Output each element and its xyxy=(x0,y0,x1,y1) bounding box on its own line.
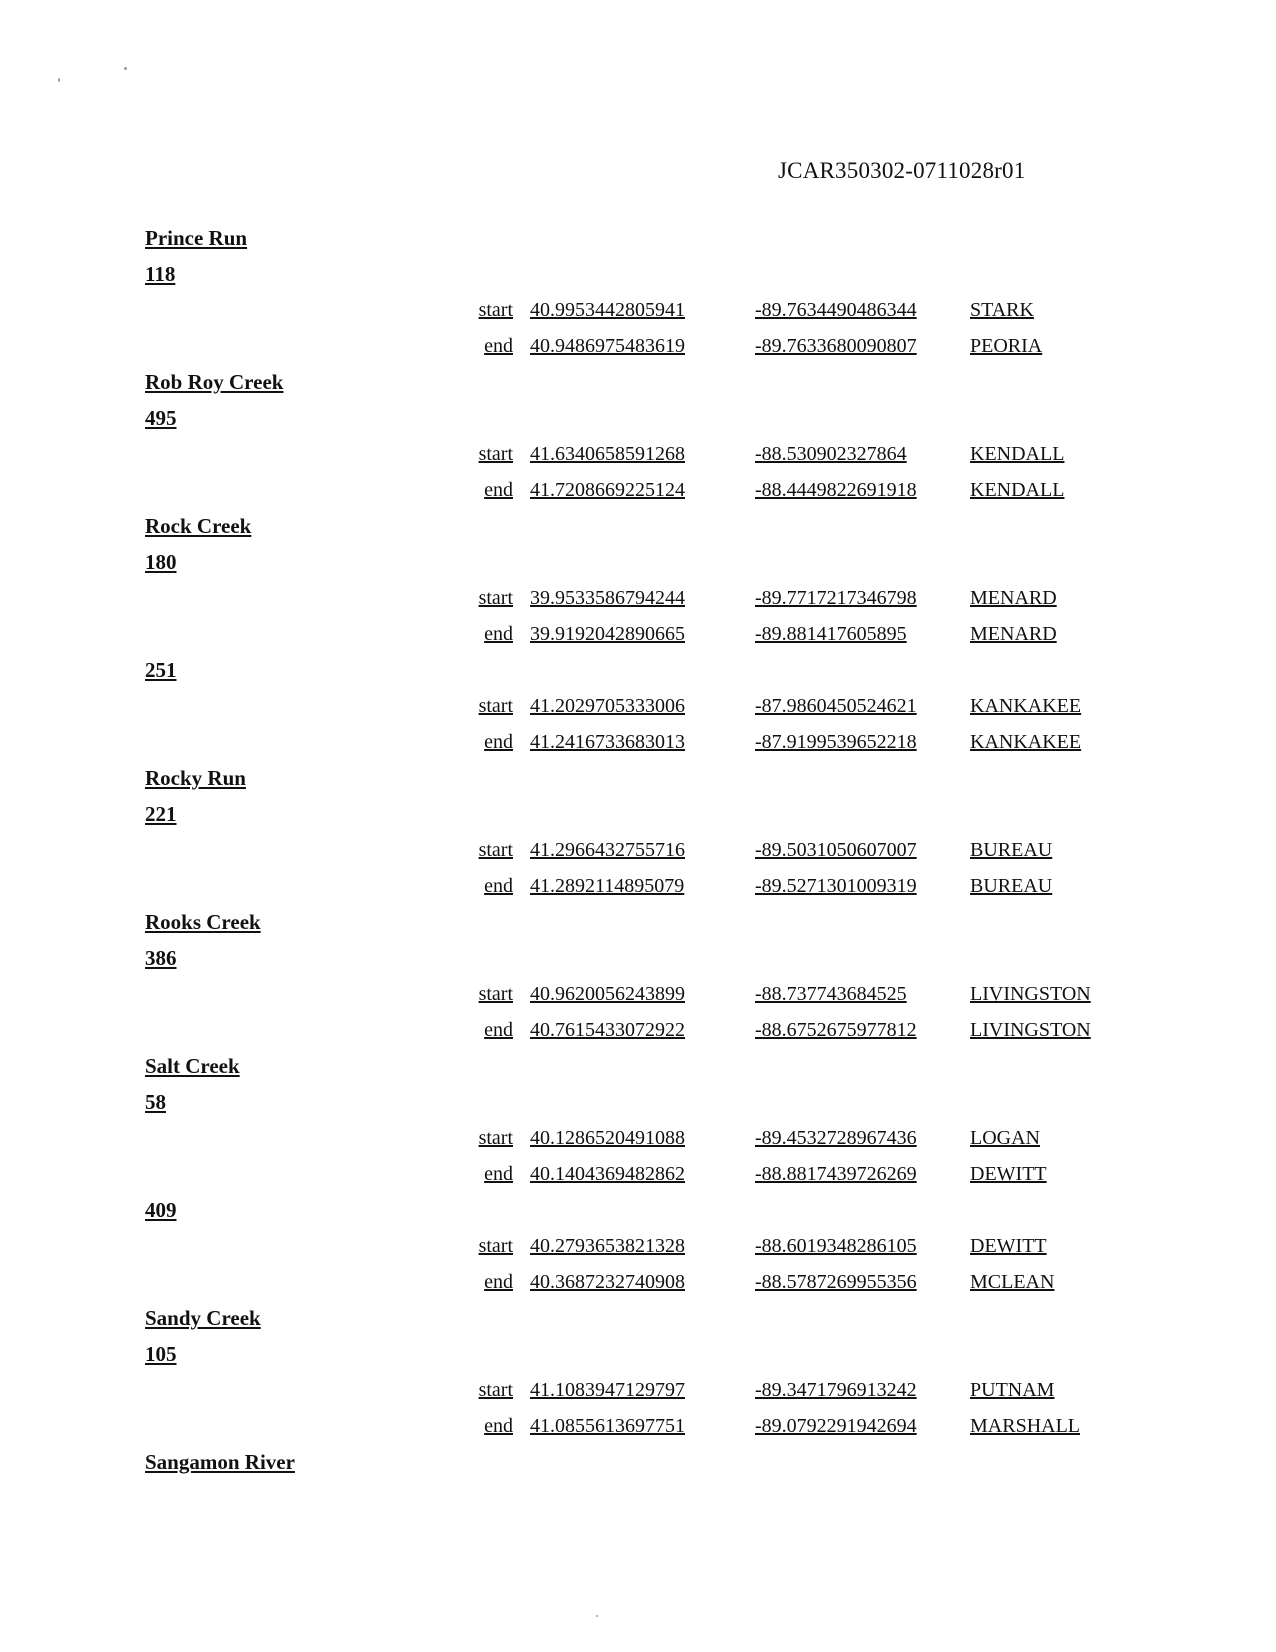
longitude-value: -89.7634490486344 xyxy=(755,299,917,321)
stream-name-row xyxy=(145,760,1145,796)
scan-speck xyxy=(58,78,60,82)
latitude-value: 40.7615433072922 xyxy=(530,1019,685,1041)
county-name: DEWITT xyxy=(970,1163,1047,1185)
point-label: end xyxy=(484,479,513,501)
coordinate-row xyxy=(145,1120,1145,1156)
stream-name-row xyxy=(145,364,1145,400)
longitude-value: -89.5271301009319 xyxy=(755,875,917,897)
county-name: KENDALL xyxy=(970,443,1065,465)
longitude-value: -87.9199539652218 xyxy=(755,731,917,753)
scan-speck xyxy=(124,67,127,70)
point-label: start xyxy=(478,1379,513,1401)
coordinate-row xyxy=(145,688,1145,724)
latitude-value: 41.2029705333006 xyxy=(530,695,685,717)
longitude-value: -88.6019348286105 xyxy=(755,1235,917,1257)
county-name: KANKAKEE xyxy=(970,731,1082,753)
county-name: STARK xyxy=(970,299,1034,321)
latitude-value: 39.9192042890665 xyxy=(530,623,685,645)
stream-name-row xyxy=(145,1300,1145,1336)
coordinate-row xyxy=(145,436,1145,472)
segment-id: 409 xyxy=(145,1198,177,1222)
segment-id: 251 xyxy=(145,658,177,682)
latitude-value: 40.9953442805941 xyxy=(530,299,685,321)
coordinate-row xyxy=(145,328,1145,364)
point-label: start xyxy=(478,443,513,465)
latitude-value: 41.6340658591268 xyxy=(530,443,685,465)
longitude-value: -89.3471796913242 xyxy=(755,1379,917,1401)
longitude-value: -88.4449822691918 xyxy=(755,479,917,501)
stream-name: Sangamon River xyxy=(145,1450,295,1474)
county-name: KENDALL xyxy=(970,479,1065,501)
coordinate-row xyxy=(145,580,1145,616)
county-name: KANKAKEE xyxy=(970,695,1082,717)
point-label: end xyxy=(484,1271,513,1293)
stream-name: Sandy Creek xyxy=(145,1306,261,1330)
segment-id-row xyxy=(145,400,1145,436)
segment-id: 386 xyxy=(145,946,177,970)
stream-name-row xyxy=(145,220,1145,256)
segment-id-row xyxy=(145,940,1145,976)
latitude-value: 40.1286520491088 xyxy=(530,1127,685,1149)
longitude-value: -89.4532728967436 xyxy=(755,1127,917,1149)
county-name: LIVINGSTON xyxy=(970,983,1091,1005)
coordinate-row xyxy=(145,832,1145,868)
latitude-value: 41.7208669225124 xyxy=(530,479,685,501)
coordinate-row xyxy=(145,868,1145,904)
segment-id: 118 xyxy=(145,262,176,286)
stream-name: Prince Run xyxy=(145,226,248,250)
latitude-value: 41.2416733683013 xyxy=(530,731,685,753)
stream-name-row xyxy=(145,904,1145,940)
point-label: end xyxy=(484,1163,513,1185)
point-label: start xyxy=(478,695,513,717)
point-label: start xyxy=(478,983,513,1005)
point-label: start xyxy=(478,839,513,861)
point-label: end xyxy=(484,1019,513,1041)
longitude-value: -88.5787269955356 xyxy=(755,1271,917,1293)
coordinate-row xyxy=(145,616,1145,652)
latitude-value: 39.9533586794244 xyxy=(530,587,685,609)
latitude-value: 40.1404369482862 xyxy=(530,1163,685,1185)
longitude-value: -89.881417605895 xyxy=(755,623,907,645)
segment-id-row xyxy=(145,652,1145,688)
scan-speck xyxy=(596,1615,598,1617)
latitude-value: 40.3687232740908 xyxy=(530,1271,685,1293)
coordinate-row xyxy=(145,472,1145,508)
county-name: LOGAN xyxy=(970,1127,1040,1149)
segment-id-row xyxy=(145,796,1145,832)
stream-name: Rob Roy Creek xyxy=(145,370,284,394)
coordinate-row xyxy=(145,1228,1145,1264)
longitude-value: -88.8817439726269 xyxy=(755,1163,917,1185)
longitude-value: -88.530902327864 xyxy=(755,443,907,465)
segment-id-row xyxy=(145,1336,1145,1372)
segment-id: 105 xyxy=(145,1342,177,1366)
point-label: end xyxy=(484,335,513,357)
point-label: end xyxy=(484,731,513,753)
stream-name-row xyxy=(145,1048,1145,1084)
coordinate-row xyxy=(145,724,1145,760)
county-name: BUREAU xyxy=(970,839,1053,861)
stream-name: Rocky Run xyxy=(145,766,246,790)
coordinate-row xyxy=(145,1012,1145,1048)
stream-name-row xyxy=(145,508,1145,544)
point-label: end xyxy=(484,1415,513,1437)
county-name: BUREAU xyxy=(970,875,1053,897)
longitude-value: -89.7717217346798 xyxy=(755,587,917,609)
longitude-value: -88.737743684525 xyxy=(755,983,907,1005)
point-label: start xyxy=(478,1127,513,1149)
latitude-value: 41.0855613697751 xyxy=(530,1415,685,1437)
longitude-value: -88.6752675977812 xyxy=(755,1019,917,1041)
segment-id: 180 xyxy=(145,550,177,574)
county-name: MCLEAN xyxy=(970,1271,1055,1293)
coordinate-row xyxy=(145,1408,1145,1444)
segment-id: 58 xyxy=(145,1090,166,1114)
stream-name-row xyxy=(145,1444,1145,1480)
county-name: LIVINGSTON xyxy=(970,1019,1091,1041)
coordinate-row xyxy=(145,292,1145,328)
coordinate-row xyxy=(145,1372,1145,1408)
stream-name: Rooks Creek xyxy=(145,910,261,934)
coordinate-row xyxy=(145,1264,1145,1300)
county-name: MARSHALL xyxy=(970,1415,1081,1437)
county-name: PEORIA xyxy=(970,335,1043,357)
county-name: MENARD xyxy=(970,587,1057,609)
latitude-value: 40.9486975483619 xyxy=(530,335,685,357)
point-label: end xyxy=(484,623,513,645)
segment-id: 221 xyxy=(145,802,177,826)
latitude-value: 40.2793653821328 xyxy=(530,1235,685,1257)
point-label: start xyxy=(478,1235,513,1257)
latitude-value: 41.2892114895079 xyxy=(530,875,685,897)
county-name: PUTNAM xyxy=(970,1379,1055,1401)
stream-name: Rock Creek xyxy=(145,514,252,538)
longitude-value: -87.9860450524621 xyxy=(755,695,917,717)
latitude-value: 40.9620056243899 xyxy=(530,983,685,1005)
segment-id-row xyxy=(145,544,1145,580)
stream-name: Salt Creek xyxy=(145,1054,240,1078)
point-label: start xyxy=(478,299,513,321)
segment-id-row xyxy=(145,256,1145,292)
point-label: start xyxy=(478,587,513,609)
longitude-value: -89.7633680090807 xyxy=(755,335,917,357)
latitude-value: 41.2966432755716 xyxy=(530,839,685,861)
county-name: MENARD xyxy=(970,623,1057,645)
segment-id-row xyxy=(145,1192,1145,1228)
longitude-value: -89.5031050607007 xyxy=(755,839,917,861)
stream-segment-list xyxy=(145,220,1145,1480)
latitude-value: 41.1083947129797 xyxy=(530,1379,685,1401)
coordinate-row xyxy=(145,1156,1145,1192)
longitude-value: -89.0792291942694 xyxy=(755,1415,917,1437)
coordinate-row xyxy=(145,976,1145,1012)
point-label: end xyxy=(484,875,513,897)
segment-id: 495 xyxy=(145,406,177,430)
document-id: JCAR350302-0711028r01 xyxy=(778,158,1026,183)
segment-id-row xyxy=(145,1084,1145,1120)
county-name: DEWITT xyxy=(970,1235,1047,1257)
